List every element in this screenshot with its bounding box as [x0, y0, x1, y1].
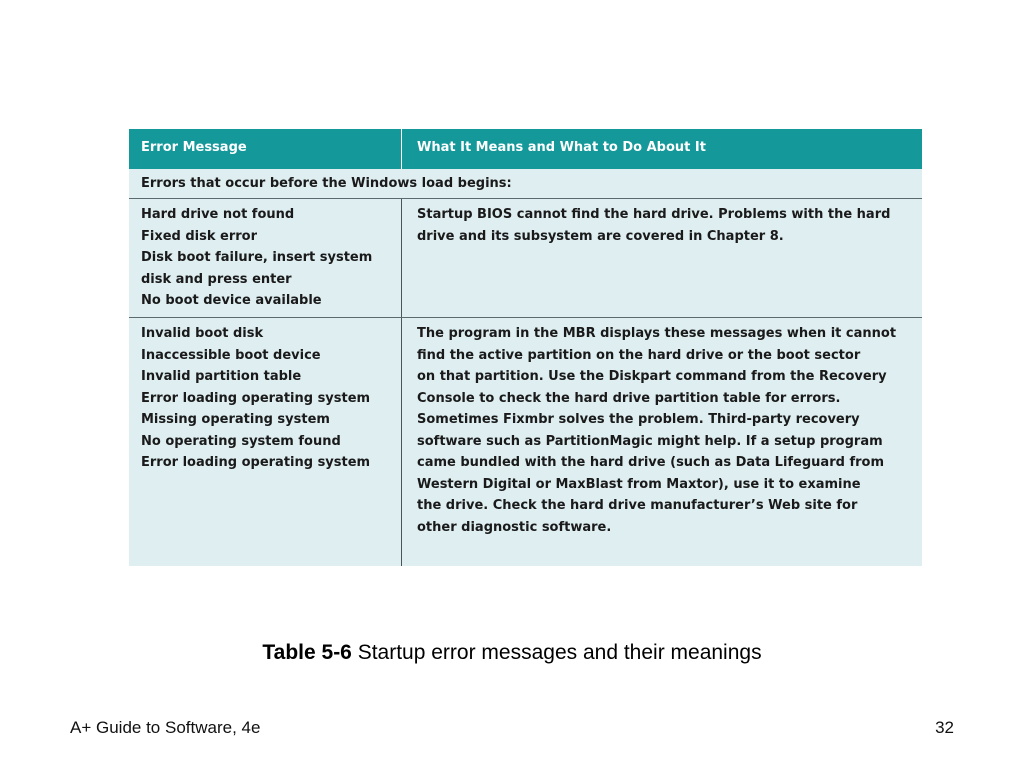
section-title: Errors that occur before the Windows load begins:: [129, 169, 922, 199]
error-messages-cell: [129, 199, 402, 317]
error-message-line: Disk boot failure, insert system: [141, 250, 373, 265]
table-header: [129, 129, 922, 169]
error-message-line: Missing operating system: [141, 412, 330, 427]
meaning-line: find the active partition on the hard drive or the boot sector: [417, 347, 861, 363]
caption-text: Startup error messages and their meanings: [351, 641, 762, 664]
table-caption: [0, 641, 1024, 665]
meaning-line: Startup BIOS cannot find the hard drive. Problems with the hard: [417, 207, 891, 222]
header-error-message: Error Message: [129, 129, 402, 169]
error-message-line: Inaccessible boot device: [141, 347, 321, 363]
error-message-line: Error loading operating system: [141, 455, 371, 470]
meaning-line: Western Digital or MaxBlast from Maxtor), use it to examine: [417, 476, 861, 492]
meaning-line: The program in the MBR displays these messages when it cannot: [417, 326, 897, 341]
error-message-line: Fixed disk error: [141, 228, 258, 244]
meaning-line: software such as PartitionMagic might help. If a setup program: [417, 433, 883, 449]
footer-book-title: A+ Guide to Software, 4e: [70, 718, 261, 737]
error-message-line: Hard drive not found: [141, 207, 295, 222]
meaning-cell: [402, 199, 922, 317]
meaning-line: Sometimes Fixmbr solves the problem. Third-party recovery: [417, 412, 860, 427]
meaning-line: drive and its subsystem are covered in Chapter 8.: [417, 228, 784, 244]
error-message-line: Invalid partition table: [141, 369, 302, 384]
error-message-line: No boot device available: [141, 293, 322, 308]
page-number: 32: [935, 718, 954, 737]
meaning-line: Console to check the hard drive partition table for errors.: [417, 390, 841, 406]
caption-label: Table 5-6: [262, 641, 352, 664]
error-message-line: No operating system found: [141, 433, 341, 449]
error-messages-cell: [129, 318, 402, 566]
error-message-line: disk and press enter: [141, 271, 292, 287]
table-row: [129, 199, 922, 318]
error-message-line: Invalid boot disk: [141, 326, 264, 341]
meaning-line: came bundled with the hard drive (such as Data Lifeguard from: [417, 455, 884, 470]
meaning-line: on that partition. Use the Diskpart command from the Recovery: [417, 369, 887, 384]
header-what-it-means: What It Means and What to Do About It: [417, 140, 706, 155]
meaning-cell: [402, 318, 922, 566]
error-message-table: [129, 129, 922, 566]
error-message-line: Error loading operating system: [141, 390, 371, 406]
meaning-line: the drive. Check the hard drive manufacturer’s Web site for: [417, 498, 858, 513]
meaning-line: other diagnostic software.: [417, 519, 612, 535]
table-row: [129, 318, 922, 566]
